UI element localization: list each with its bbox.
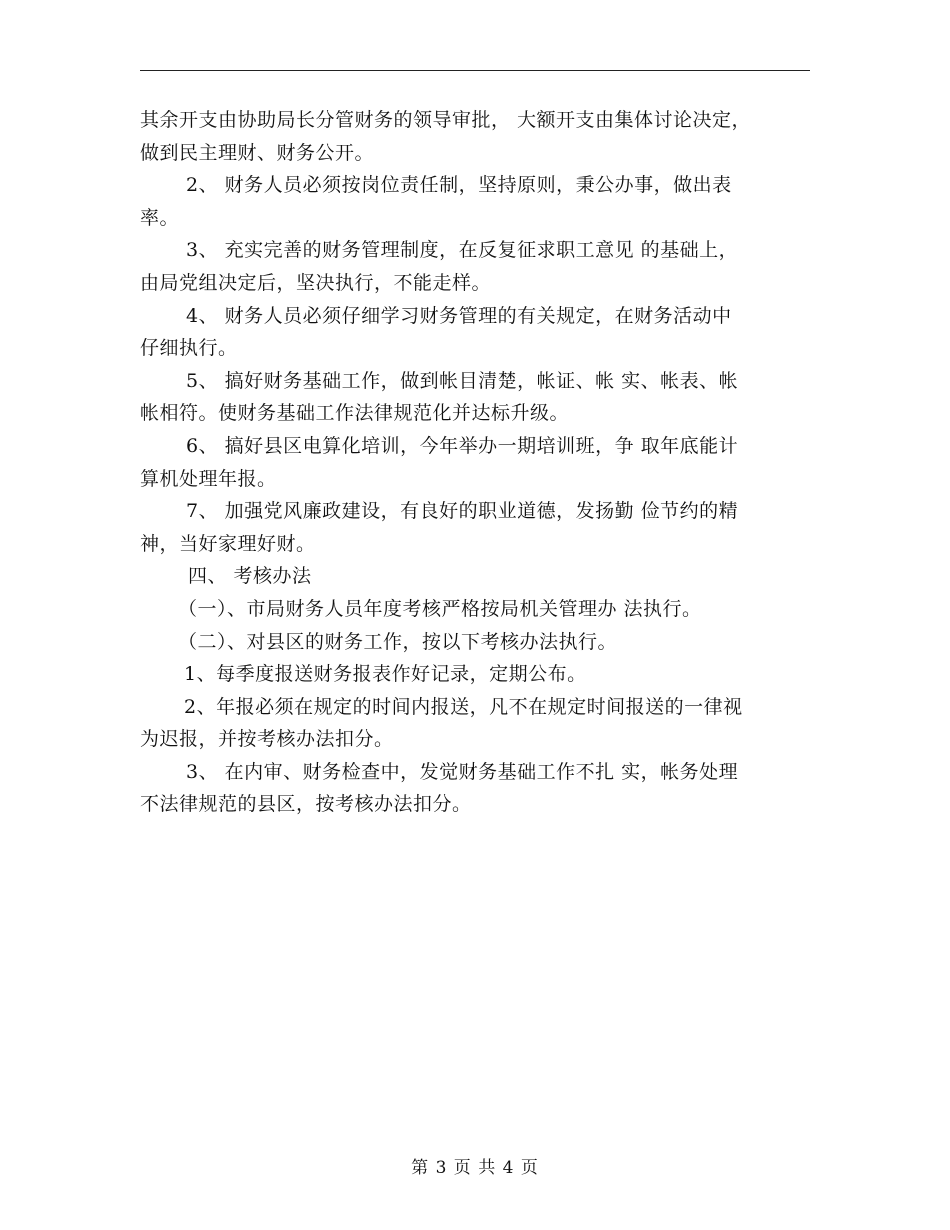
body-line-18: 1、每季度报送财务报表作好记录，定期公布。 (184, 663, 587, 686)
body-line-2: 做到民主理财、财务公开。 (140, 141, 375, 164)
body-line-21: 3、 在内审、财务检查中，发觉财务基础工作不扎 实，帐务处理 (186, 760, 739, 783)
document-body (140, 104, 820, 821)
section-heading: 四、 考核办法 (188, 565, 312, 588)
body-line-6: 由局党组决定后，坚决执行，不能走样。 (140, 271, 492, 294)
body-line-3: 2、 财务人员必须按岗位责任制，坚持原则，秉公办事，做出表 (186, 174, 732, 197)
body-line-4: 率。 (140, 206, 180, 229)
body-line-1: 其余开支由协助局长分管财务的领导审批， 大额开支由集体讨论决定， (140, 109, 752, 131)
body-line-13: 7、 加强党风廉政建设，有良好的职业道德，发扬勤 俭节约的精 (186, 500, 739, 523)
page-number-footer: 第 3 页 共 4 页 (411, 1158, 539, 1178)
header-rule (140, 70, 810, 71)
body-line-20: 为迟报，并按考核办法扣分。 (140, 728, 394, 751)
body-line-14: 神，当好家理好财。 (140, 532, 316, 555)
body-line-5: 3、 充实完善的财务管理制度，在反复征求职工意见 的基础上， (186, 239, 739, 262)
body-line-12: 算机处理年报。 (140, 467, 277, 490)
body-line-11: 6、 搞好县区电算化培训，今年举办一期培训班，争 取年底能计 (186, 434, 739, 457)
body-line-22: 不法律规范的县区，按考核办法扣分。 (140, 793, 472, 816)
body-line-10: 帐相符。使财务基础工作法律规范化并达标升级。 (140, 402, 570, 425)
body-line-8: 仔细执行。 (140, 337, 238, 360)
body-line-19: 2、年报必须在规定的时间内报送，凡不在规定时间报送的一律视 (184, 695, 743, 718)
body-line-9: 5、 搞好财务基础工作，做到帐目清楚，帐证、帐 实、帐表、帐 (186, 369, 739, 392)
body-line-16: （一）、市局财务人员年度考核严格按局机关管理办 法执行。 (178, 597, 702, 620)
body-line-7: 4、 财务人员必须仔细学习财务管理的有关规定，在财务活动中 (186, 304, 732, 327)
body-line-17: （二）、对县区的财务工作，按以下考核办法执行。 (178, 630, 618, 653)
